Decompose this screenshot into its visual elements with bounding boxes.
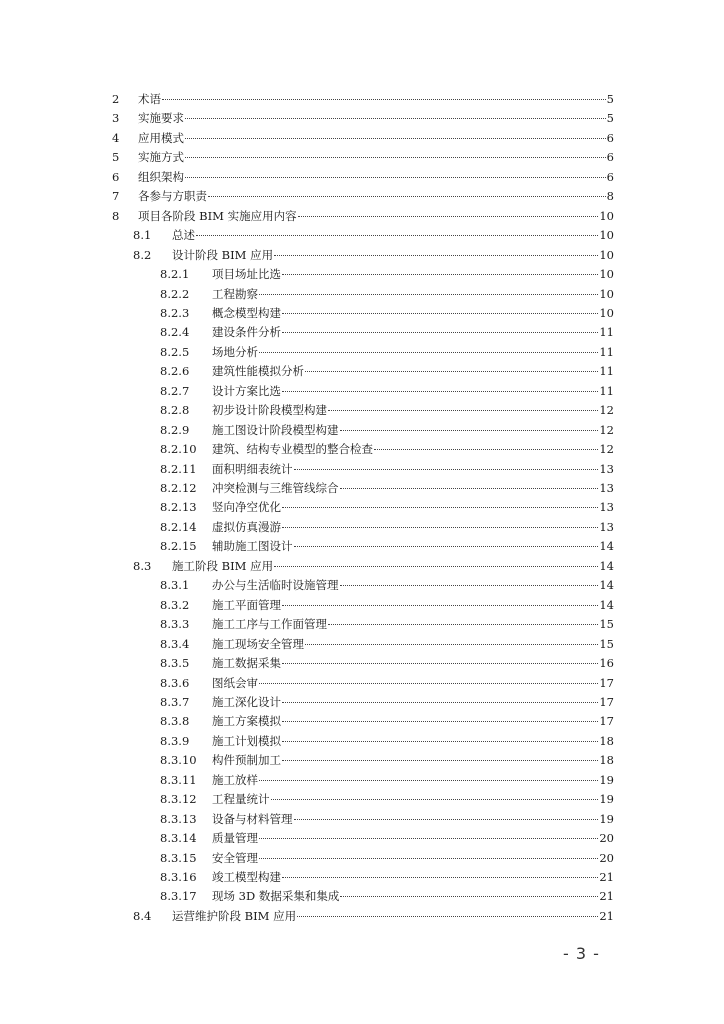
toc-entry-number: 8.3.11 xyxy=(160,773,197,787)
toc-entry-body xyxy=(138,148,614,166)
toc-dot-leader xyxy=(294,818,599,820)
toc-entry xyxy=(0,343,724,361)
toc-dot-leader xyxy=(297,915,598,917)
toc-entry xyxy=(0,90,724,108)
toc-entry-body xyxy=(212,771,614,789)
toc-entry-body xyxy=(138,129,614,147)
toc-entry xyxy=(0,168,724,186)
toc-entry-body xyxy=(172,907,614,925)
toc-entry xyxy=(0,674,724,692)
toc-entry-page: 5 xyxy=(606,92,614,106)
toc-entry-page: 10 xyxy=(599,306,614,320)
toc-entry-number: 8.2.13 xyxy=(160,500,197,514)
toc-entry-title: 安全管理 xyxy=(212,851,258,865)
toc-entry xyxy=(0,596,724,614)
toc-entry-body xyxy=(212,868,614,886)
toc-dot-leader xyxy=(305,370,598,372)
toc-entry-page: 8 xyxy=(606,189,614,203)
toc-entry-number: 8.3.7 xyxy=(160,695,190,709)
toc-dot-leader xyxy=(274,565,598,567)
toc-entry-title: 各参与方职责 xyxy=(138,189,207,203)
toc-entry xyxy=(0,498,724,516)
toc-entry xyxy=(0,654,724,672)
toc-entry-number: 6 xyxy=(112,170,120,184)
toc-entry xyxy=(0,712,724,730)
toc-entry-number: 8.3.6 xyxy=(160,676,190,690)
toc-entry xyxy=(0,148,724,166)
page-number: - 3 - xyxy=(563,944,600,963)
toc-entry-body xyxy=(212,674,614,692)
toc-entry xyxy=(0,246,724,264)
toc-entry-title: 设计阶段 BIM 应用 xyxy=(172,248,274,262)
toc-dot-leader xyxy=(259,682,598,684)
toc-entry-number: 8.2.2 xyxy=(160,287,190,301)
toc-entry-number: 8.3 xyxy=(133,559,152,573)
toc-entry-number: 8.3.13 xyxy=(160,812,197,826)
toc-entry-body xyxy=(212,304,614,322)
toc-entry-title: 施工现场安全管理 xyxy=(212,637,304,651)
toc-entry-page: 6 xyxy=(606,170,614,184)
toc-entry-page: 20 xyxy=(599,831,614,845)
toc-entry xyxy=(0,440,724,458)
toc-entry-body xyxy=(212,887,614,905)
toc-entry xyxy=(0,285,724,303)
toc-entry xyxy=(0,460,724,478)
toc-entry-body xyxy=(212,693,614,711)
toc-entry-title: 质量管理 xyxy=(212,831,258,845)
toc-entry-page: 6 xyxy=(606,131,614,145)
toc-entry-page: 17 xyxy=(599,714,614,728)
toc-entry-body xyxy=(212,440,614,458)
toc-entry-page: 5 xyxy=(606,111,614,125)
toc-entry-title: 施工图设计阶段模型构建 xyxy=(212,423,339,437)
toc-entry xyxy=(0,849,724,867)
toc-entry-title: 建筑性能模拟分析 xyxy=(212,364,304,378)
toc-entry-page: 13 xyxy=(599,481,614,495)
toc-entry-body xyxy=(138,187,614,205)
toc-entry-page: 11 xyxy=(599,364,614,378)
toc-dot-leader xyxy=(259,837,598,839)
toc-entry-page: 10 xyxy=(599,267,614,281)
toc-dot-leader xyxy=(340,895,598,897)
toc-entry-body xyxy=(212,732,614,750)
toc-entry-number: 8.3.3 xyxy=(160,617,190,631)
toc-entry xyxy=(0,829,724,847)
toc-dot-leader xyxy=(259,351,598,353)
toc-entry xyxy=(0,615,724,633)
toc-entry-title: 构件预制加工 xyxy=(212,753,281,767)
toc-entry-number: 8.2.8 xyxy=(160,403,190,417)
toc-entry-page: 11 xyxy=(599,325,614,339)
toc-dot-leader xyxy=(294,545,599,547)
toc-entry-number: 5 xyxy=(112,150,120,164)
toc-entry xyxy=(0,810,724,828)
toc-entry-body xyxy=(212,479,614,497)
toc-entry-page: 19 xyxy=(599,812,614,826)
toc-entry-page: 14 xyxy=(599,539,614,553)
toc-entry-page: 20 xyxy=(599,851,614,865)
toc-dot-leader xyxy=(340,487,599,489)
toc-entry-number: 8.3.2 xyxy=(160,598,190,612)
toc-entry xyxy=(0,265,724,283)
toc-entry-number: 8.2.5 xyxy=(160,345,190,359)
toc-dot-leader xyxy=(282,604,598,606)
toc-entry-number: 8.3.12 xyxy=(160,792,197,806)
toc-dot-leader xyxy=(282,662,598,664)
toc-entry-page: 21 xyxy=(599,870,614,884)
toc-dot-leader xyxy=(282,331,598,333)
toc-entry-title: 施工平面管理 xyxy=(212,598,281,612)
toc-entry-body xyxy=(212,362,614,380)
toc-entry-body xyxy=(172,246,614,264)
toc-entry-title: 冲突检测与三维管线综合 xyxy=(212,481,339,495)
toc-entry-body xyxy=(212,635,614,653)
toc-entry-body xyxy=(212,421,614,439)
toc-entry-body xyxy=(138,90,614,108)
toc-entry-page: 14 xyxy=(599,598,614,612)
toc-entry xyxy=(0,187,724,205)
toc-dot-leader xyxy=(282,876,598,878)
toc-entry-page: 13 xyxy=(599,520,614,534)
toc-entry-title: 应用模式 xyxy=(138,131,184,145)
toc-entry-title: 施工方案模拟 xyxy=(212,714,281,728)
toc-entry-number: 2 xyxy=(112,92,120,106)
toc-entry xyxy=(0,790,724,808)
toc-entry-number: 8.3.8 xyxy=(160,714,190,728)
toc-entry-number: 8.3.1 xyxy=(160,578,190,592)
toc-entry-number: 8 xyxy=(112,209,120,223)
toc-dot-leader xyxy=(208,195,606,197)
toc-entry-page: 15 xyxy=(599,617,614,631)
toc-entry-number: 8.3.4 xyxy=(160,637,190,651)
toc-entry-number: 8.2.14 xyxy=(160,520,197,534)
toc-entry-body xyxy=(212,829,614,847)
toc-entry-page: 19 xyxy=(599,773,614,787)
toc-entry-title: 竣工模型构建 xyxy=(212,870,281,884)
toc-dot-leader xyxy=(185,176,606,178)
toc-entry-page: 12 xyxy=(599,423,614,437)
toc-dot-leader xyxy=(259,293,598,295)
toc-entry-number: 8.3.9 xyxy=(160,734,190,748)
toc-entry-title: 面积明细表统计 xyxy=(212,462,293,476)
toc-dot-leader xyxy=(282,701,598,703)
toc-entry-page: 10 xyxy=(599,209,614,223)
toc-entry-page: 15 xyxy=(599,637,614,651)
toc-entry-page: 19 xyxy=(599,792,614,806)
toc-entry xyxy=(0,557,724,575)
toc-entry xyxy=(0,537,724,555)
toc-entry xyxy=(0,421,724,439)
toc-dot-leader xyxy=(196,234,598,236)
toc-entry-number: 8.4 xyxy=(133,909,152,923)
toc-dot-leader xyxy=(328,409,598,411)
toc-entry-number: 4 xyxy=(112,131,120,145)
toc-dot-leader xyxy=(185,137,606,139)
toc-entry-page: 6 xyxy=(606,150,614,164)
toc-dot-leader xyxy=(259,779,598,781)
toc-entry xyxy=(0,868,724,886)
toc-entry-title: 项目各阶段 BIM 实施应用内容 xyxy=(138,209,297,223)
toc-dot-leader xyxy=(374,448,598,450)
toc-entry-body xyxy=(212,810,614,828)
toc-entry-body xyxy=(212,712,614,730)
toc-entry-title: 虚拟仿真漫游 xyxy=(212,520,281,534)
toc-entry-body xyxy=(212,615,614,633)
toc-entry-number: 8.2.4 xyxy=(160,325,190,339)
toc-dot-leader xyxy=(274,254,598,256)
toc-entry-number: 8.2.10 xyxy=(160,442,197,456)
toc-dot-leader xyxy=(282,390,598,392)
toc-entry-number: 8.2.12 xyxy=(160,481,197,495)
toc-entry-page: 16 xyxy=(599,656,614,670)
toc-entry-body xyxy=(212,401,614,419)
toc-entry-body xyxy=(212,596,614,614)
toc-entry-body xyxy=(212,498,614,516)
toc-entry xyxy=(0,226,724,244)
toc-entry-body xyxy=(212,790,614,808)
toc-dot-leader xyxy=(162,98,606,100)
toc-entry-page: 14 xyxy=(599,578,614,592)
toc-entry-page: 13 xyxy=(599,462,614,476)
toc-dot-leader xyxy=(298,215,599,217)
toc-dot-leader xyxy=(294,468,599,470)
toc-entry xyxy=(0,362,724,380)
toc-entry-title: 概念模型构建 xyxy=(212,306,281,320)
toc-entry-body xyxy=(172,226,614,244)
toc-entry xyxy=(0,751,724,769)
toc-entry xyxy=(0,129,724,147)
toc-entry-title: 场地分析 xyxy=(212,345,258,359)
toc-entry-title: 实施方式 xyxy=(138,150,184,164)
toc-dot-leader xyxy=(282,312,598,314)
toc-entry-title: 施工工序与工作面管理 xyxy=(212,617,327,631)
toc-entry-title: 施工阶段 BIM 应用 xyxy=(172,559,274,573)
toc-entry-body xyxy=(138,109,614,127)
toc-entry-page: 21 xyxy=(599,889,614,903)
toc-dot-leader xyxy=(282,759,598,761)
toc-entry-title: 术语 xyxy=(138,92,161,106)
toc-entry-page: 14 xyxy=(599,559,614,573)
toc-dot-leader xyxy=(282,273,598,275)
toc-entry-body xyxy=(212,265,614,283)
toc-dot-leader xyxy=(271,798,599,800)
toc-entry xyxy=(0,479,724,497)
toc-entry-number: 8.2.11 xyxy=(160,462,197,476)
toc-entry-page: 17 xyxy=(599,695,614,709)
toc-entry-body xyxy=(212,460,614,478)
toc-entry-number: 8.2.1 xyxy=(160,267,190,281)
toc-entry-body xyxy=(138,207,614,225)
toc-entry-title: 竖向净空优化 xyxy=(212,500,281,514)
toc-entry xyxy=(0,771,724,789)
toc-entry-body xyxy=(212,576,614,594)
toc-entry-body xyxy=(212,537,614,555)
toc-entry-number: 8.2.15 xyxy=(160,539,197,553)
toc-entry-body xyxy=(212,323,614,341)
toc-entry-number: 8.3.14 xyxy=(160,831,197,845)
toc-entry-body xyxy=(212,343,614,361)
toc-entry-body xyxy=(212,382,614,400)
toc-entry-page: 10 xyxy=(599,287,614,301)
toc-entry-page: 11 xyxy=(599,345,614,359)
toc-entry-page: 12 xyxy=(599,403,614,417)
toc-entry-number: 8.3.5 xyxy=(160,656,190,670)
toc-entry-number: 8.1 xyxy=(133,228,152,242)
toc-entry-page: 18 xyxy=(599,734,614,748)
toc-dot-leader xyxy=(282,506,598,508)
toc-entry-page: 21 xyxy=(599,909,614,923)
toc-entry-title: 施工深化设计 xyxy=(212,695,281,709)
toc-entry-title: 项目场址比选 xyxy=(212,267,281,281)
toc-entry-title: 初步设计阶段模型构建 xyxy=(212,403,327,417)
toc-entry-number: 8.3.10 xyxy=(160,753,197,767)
toc-dot-leader xyxy=(328,623,598,625)
toc-entry-page: 10 xyxy=(599,248,614,262)
toc-entry-page: 10 xyxy=(599,228,614,242)
toc-entry-number: 8.2.6 xyxy=(160,364,190,378)
toc-dot-leader xyxy=(305,643,598,645)
toc-entry xyxy=(0,109,724,127)
toc-entry xyxy=(0,207,724,225)
toc-entry-title: 设备与材料管理 xyxy=(212,812,293,826)
toc-entry xyxy=(0,635,724,653)
toc-dot-leader xyxy=(282,740,598,742)
toc-entry-title: 建筑、结构专业模型的整合检查 xyxy=(212,442,373,456)
toc-entry-title: 建设条件分析 xyxy=(212,325,281,339)
toc-entry-body xyxy=(172,557,614,575)
toc-entry-title: 工程勘察 xyxy=(212,287,258,301)
toc-dot-leader xyxy=(340,429,599,431)
toc-dot-leader xyxy=(282,720,598,722)
toc-dot-leader xyxy=(259,857,598,859)
toc-entry xyxy=(0,304,724,322)
toc-entry-body xyxy=(138,168,614,186)
toc-entry-page: 17 xyxy=(599,676,614,690)
toc-entry-number: 8.2.7 xyxy=(160,384,190,398)
toc-entry-title: 办公与生活临时设施管理 xyxy=(212,578,339,592)
toc-entry-title: 辅助施工图设计 xyxy=(212,539,293,553)
toc-entry-body xyxy=(212,285,614,303)
toc-entry-title: 工程量统计 xyxy=(212,792,270,806)
toc-entry-page: 12 xyxy=(599,442,614,456)
toc-dot-leader xyxy=(282,526,598,528)
toc-entry-page: 11 xyxy=(599,384,614,398)
toc-entry-number: 8.3.16 xyxy=(160,870,197,884)
toc-entry-title: 施工数据采集 xyxy=(212,656,281,670)
toc-entry-number: 8.3.17 xyxy=(160,889,197,903)
toc-entry xyxy=(0,576,724,594)
toc-entry-title: 图纸会审 xyxy=(212,676,258,690)
toc-entry-title: 实施要求 xyxy=(138,111,184,125)
toc-dot-leader xyxy=(185,156,606,158)
toc-entry-title: 总述 xyxy=(172,228,195,242)
toc-dot-leader xyxy=(185,117,606,119)
toc-entry xyxy=(0,693,724,711)
toc-entry-title: 组织架构 xyxy=(138,170,184,184)
toc-entry-page: 18 xyxy=(599,753,614,767)
toc-entry-title: 运营维护阶段 BIM 应用 xyxy=(172,909,297,923)
toc-entry-page: 13 xyxy=(599,500,614,514)
toc-entry-body xyxy=(212,518,614,536)
toc-entry-number: 3 xyxy=(112,111,120,125)
toc-entry-number: 8.3.15 xyxy=(160,851,197,865)
toc-entry-title: 施工计划模拟 xyxy=(212,734,281,748)
toc-entry-number: 8.2.3 xyxy=(160,306,190,320)
toc-entry-title: 施工放样 xyxy=(212,773,258,787)
toc-entry-title: 设计方案比选 xyxy=(212,384,281,398)
toc-entry-number: 7 xyxy=(112,189,120,203)
toc-dot-leader xyxy=(340,584,599,586)
toc-entry-body xyxy=(212,849,614,867)
toc-entry xyxy=(0,382,724,400)
toc-entry-body xyxy=(212,751,614,769)
toc-entry xyxy=(0,518,724,536)
toc-entry xyxy=(0,732,724,750)
toc-entry xyxy=(0,907,724,925)
toc-entry xyxy=(0,887,724,905)
toc-entry xyxy=(0,323,724,341)
toc-entry xyxy=(0,401,724,419)
toc-entry-number: 8.2.9 xyxy=(160,423,190,437)
toc-entry-number: 8.2 xyxy=(133,248,152,262)
toc-entry-title: 现场 3D 数据采集和集成 xyxy=(212,889,340,903)
toc-entry-body xyxy=(212,654,614,672)
